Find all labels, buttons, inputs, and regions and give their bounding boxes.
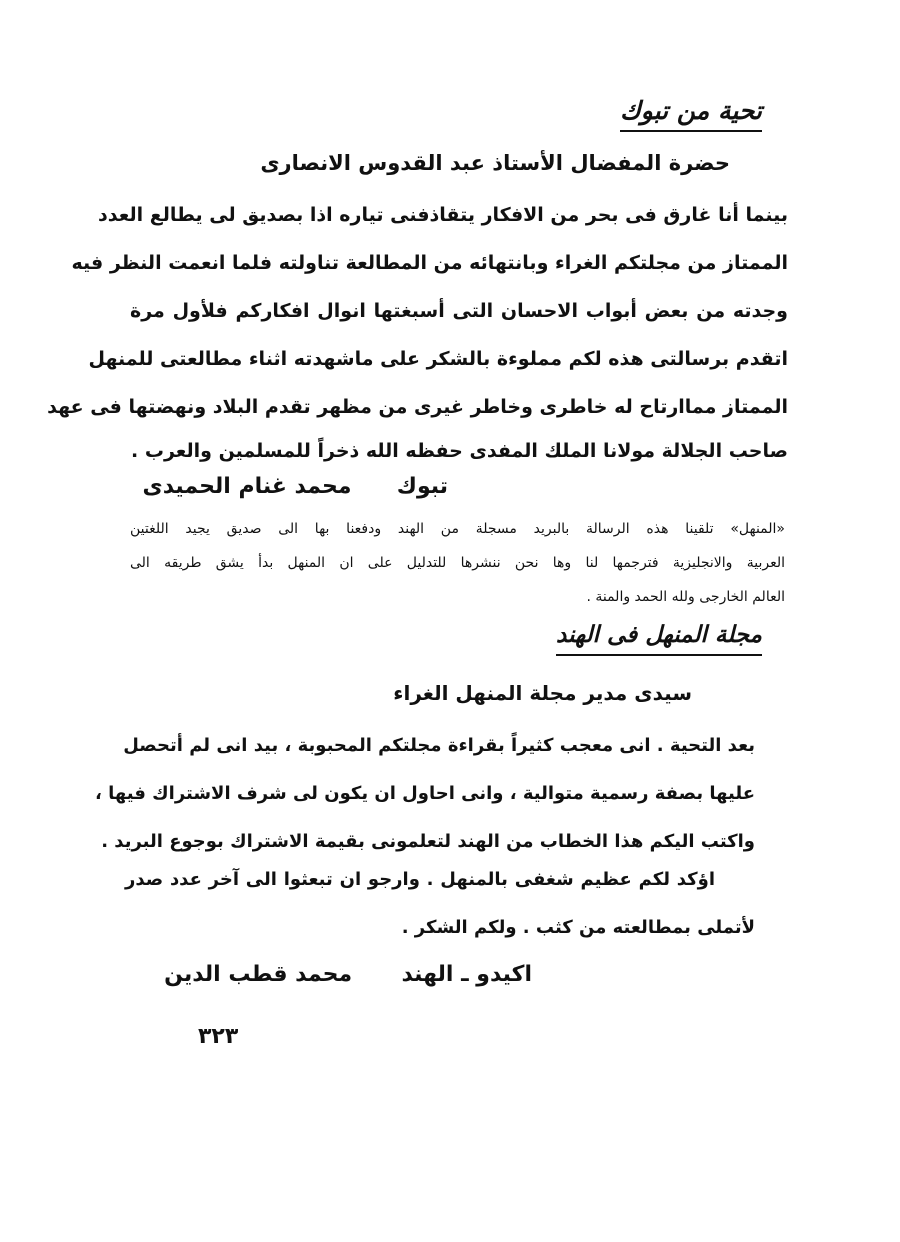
letter1-line: اتقدم برسالتى هذه لكم مملوءة بالشكر على ماشهدته اثناء مطالعتى للمنهل [88, 348, 788, 370]
letter1-heading-text: تحية من تبوك [620, 96, 762, 125]
letter1-heading [620, 96, 762, 132]
letter2-salutation: سيدى مدير مجلة المنهل الغراء [393, 681, 692, 705]
letter1-line: الممتاز مماارتاح له خاطرى وخاطر غيرى من مظهر تقدم البلاد ونهضتها فى عهد [47, 396, 788, 418]
editor-note-line: العربية والانجليزية فترجمها لنا وها نحن ننشرها للتدليل على ان المنهل بدأ يشق طريقه الى [130, 555, 785, 571]
letter2-signature-place: اكيدو ـ الهند [401, 962, 532, 987]
editor-note-line: «المنهل» تلقينا هذه الرسالة بالبريد مسجلة من الهند ودفعنا بها الى صديق يجيد اللغتين [130, 521, 785, 537]
letter2-line: واكتب اليكم هذا الخطاب من الهند لتعلمونى بقيمة الاشتراك بوجوع البريد . [101, 831, 755, 852]
letter2-line: اؤكد لكم عظيم شغفى بالمنهل . وارجو ان تبعثوا الى آخر عدد صدر [125, 869, 715, 890]
letter1-line: صاحب الجلالة مولانا الملك المفدى حفظه الله ذخراً للمسلمين والعرب . [131, 440, 788, 462]
letter1-signature-name: محمد غنام الحميدى [142, 474, 352, 499]
letter1-signature-place: تبوك [396, 474, 448, 499]
letter1-line: الممتاز من مجلتكم الغراء وبانتهائه من المطالعة تناولته فلما انعمت النظر فيه [71, 252, 788, 274]
letter2-line: عليها بصفة رسمية متوالية ، وانى احاول ان يكون لى شرف الاشتراك فيها ، [95, 783, 755, 804]
letter2-signature-name: محمد قطب الدين [164, 962, 353, 987]
page-number: ٣٢٣ [198, 1024, 239, 1049]
heading-underline [556, 654, 762, 656]
editor-note [130, 520, 785, 615]
letter1-signature [143, 474, 448, 499]
letter2-body [95, 734, 755, 864]
editor-note-line: العالم الخارجى ولله الحمد والمنة . [586, 589, 785, 605]
letter1-body [47, 203, 788, 463]
letter2-heading-text: مجلة المنهل فى الهند [556, 622, 762, 648]
letter2-body-2 [125, 868, 755, 948]
letter2-heading [556, 622, 762, 656]
letter1-salutation: حضرة المفضال الأستاذ عبد القدوس الانصارى [260, 151, 730, 175]
letter2-signature [164, 962, 532, 987]
letter2-line: لأتملى بمطالعته من كثب . ولكم الشكر . [401, 917, 755, 938]
letter1-salutation-block [170, 150, 730, 177]
letter1-line: وجدته من بعض أبواب الاحسان التى أسبغتها انوال افكاركم فلأول مرة [130, 300, 788, 322]
letter2-salutation-block [192, 680, 692, 706]
heading-underline [620, 130, 762, 132]
letter1-line: بينما أنا غارق فى بحر من الافكار يتقاذفنى تياره اذا بصديق لى يطالع العدد [98, 204, 788, 226]
letter2-line: بعد التحية . انى معجب كثيراً بقراءة مجلتكم المحبوبة ، بيد انى لم أتحصل [123, 735, 755, 756]
